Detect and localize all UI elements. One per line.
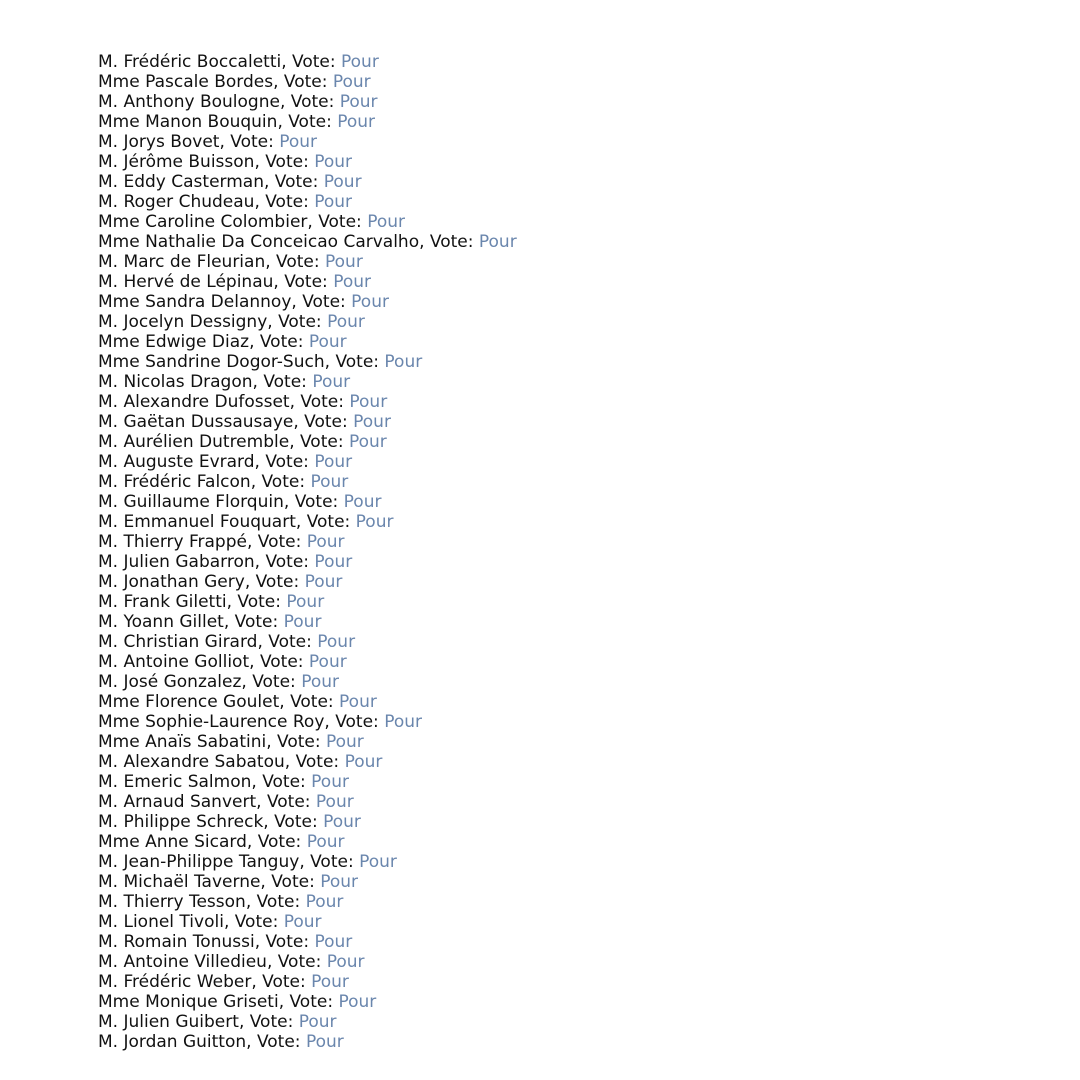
vote-row: Mme Sandrine Dogor-Such, Vote: Pour	[98, 352, 423, 372]
voter-name: M. Arnaud Sanvert	[98, 792, 257, 812]
vote-row: M. José Gonzalez, Vote: Pour	[98, 672, 339, 692]
vote-row: M. Frédéric Weber, Vote: Pour	[98, 972, 349, 992]
vote-row: M. Julien Guibert, Vote: Pour	[98, 1012, 337, 1032]
voter-name: M. Aurélien Dutremble	[98, 432, 290, 452]
vote-value: Pour	[344, 752, 383, 772]
voter-name: M. Anthony Boulogne	[98, 92, 280, 112]
vote-label: Vote:	[256, 892, 301, 912]
vote-row: Mme Caroline Colombier, Vote: Pour	[98, 212, 405, 232]
vote-row: M. Hervé de Lépinau, Vote: Pour	[98, 272, 371, 292]
voter-name: M. Yoann Gillet	[98, 612, 224, 632]
vote-label: Vote:	[266, 792, 311, 812]
voter-name: M. Marc de Fleurian	[98, 252, 266, 272]
vote-value: Pour	[311, 972, 349, 992]
vote-row: M. Frank Giletti, Vote: Pour	[98, 592, 325, 612]
vote-list	[98, 52, 517, 1052]
voter-name: Mme Nathalie Da Conceicao Carvalho	[98, 232, 420, 252]
voter-name: M. Julien Guibert	[98, 1012, 239, 1032]
vote-label: Vote:	[335, 352, 379, 372]
vote-row: Mme Pascale Bordes, Vote: Pour	[98, 72, 371, 92]
vote-label: Vote:	[274, 812, 318, 832]
voter-name: M. Jordan Guitton	[98, 1032, 247, 1052]
vote-row: M. Eddy Casterman, Vote: Pour	[98, 172, 362, 192]
vote-label: Vote:	[283, 72, 328, 92]
vote-label: Vote:	[304, 412, 348, 432]
vote-label: Vote:	[277, 952, 322, 972]
vote-label: Vote:	[310, 852, 354, 872]
vote-value: Pour	[323, 172, 362, 192]
vote-label: Vote:	[294, 492, 339, 512]
voter-name: Mme Anaïs Sabatini	[98, 732, 267, 752]
voter-name: M. Frank Giletti	[98, 592, 227, 612]
voter-name: M. Hervé de Lépinau	[98, 272, 274, 292]
vote-row: Mme Sandra Delannoy, Vote: Pour	[98, 292, 389, 312]
vote-row: Mme Anaïs Sabatini, Vote: Pour	[98, 732, 364, 752]
vote-row: M. Guillaume Florquin, Vote: Pour	[98, 492, 382, 512]
vote-label: Vote:	[292, 52, 336, 72]
voter-name: M. Jérôme Buisson	[98, 152, 255, 172]
vote-row: M. Jocelyn Dessigny, Vote: Pour	[98, 312, 365, 332]
vote-row: M. Thierry Tesson, Vote: Pour	[98, 892, 344, 912]
voter-name: M. Thierry Frappé	[98, 532, 247, 552]
vote-label: Vote:	[276, 252, 320, 272]
vote-row: M. Antoine Golliot, Vote: Pour	[98, 652, 347, 672]
vote-value: Pour	[333, 272, 371, 292]
vote-row: Mme Manon Bouquin, Vote: Pour	[98, 112, 376, 132]
voter-name: M. Guillaume Florquin	[98, 492, 284, 512]
vote-value: Pour	[304, 572, 343, 592]
vote-row: M. Christian Girard, Vote: Pour	[98, 632, 356, 652]
vote-value: Pour	[339, 692, 377, 712]
vote-row: M. Jordan Guitton, Vote: Pour	[98, 1032, 344, 1052]
vote-value: Pour	[315, 792, 354, 812]
vote-value: Pour	[305, 892, 344, 912]
voter-name: M. Alexandre Dufosset	[98, 392, 290, 412]
vote-label: Vote:	[257, 832, 302, 852]
vote-value: Pour	[314, 152, 353, 172]
vote-row: Mme Edwige Diaz, Vote: Pour	[98, 332, 347, 352]
voter-name: M. Lionel Tivoli	[98, 912, 224, 932]
vote-value: Pour	[337, 112, 376, 132]
voter-name: M. Roger Chudeau	[98, 192, 255, 212]
vote-row: Mme Nathalie Da Conceicao Carvalho, Vote: Pour	[98, 232, 517, 252]
vote-value: Pour	[320, 872, 359, 892]
vote-row: M. Emmanuel Fouquart, Vote: Pour	[98, 512, 394, 532]
vote-label: Vote:	[237, 592, 281, 612]
vote-row: M. Jonathan Gery, Vote: Pour	[98, 572, 343, 592]
vote-row: M. Arnaud Sanvert, Vote: Pour	[98, 792, 354, 812]
vote-value: Pour	[348, 432, 387, 452]
voter-name: M. Thierry Tesson	[98, 892, 246, 912]
vote-label: Vote:	[230, 132, 274, 152]
vote-row: Mme Anne Sicard, Vote: Pour	[98, 832, 345, 852]
vote-value: Pour	[343, 492, 382, 512]
voter-name: Mme Manon Bouquin	[98, 112, 278, 132]
vote-label: Vote:	[335, 712, 379, 732]
vote-label: Vote:	[318, 212, 362, 232]
voter-name: M. Nicolas Dragon	[98, 372, 253, 392]
vote-label: Vote:	[249, 1012, 294, 1032]
vote-value: Pour	[367, 212, 405, 232]
vote-label: Vote:	[256, 1032, 301, 1052]
voter-name: M. Jocelyn Dessigny	[98, 312, 268, 332]
vote-label: Vote:	[306, 512, 351, 532]
vote-row: M. Auguste Evrard, Vote: Pour	[98, 452, 353, 472]
voter-name: M. Antoine Villedieu	[98, 952, 267, 972]
vote-value: Pour	[311, 772, 349, 792]
vote-row: M. Michaël Taverne, Vote: Pour	[98, 872, 359, 892]
vote-row: M. Aurélien Dutremble, Vote: Pour	[98, 432, 387, 452]
vote-row: M. Romain Tonussi, Vote: Pour	[98, 932, 353, 952]
vote-label: Vote:	[255, 572, 300, 592]
voter-name: M. Emmanuel Fouquart	[98, 512, 296, 532]
vote-label: Vote:	[261, 472, 306, 492]
vote-row: M. Alexandre Dufosset, Vote: Pour	[98, 392, 388, 412]
voter-name: M. Auguste Evrard	[98, 452, 255, 472]
vote-value: Pour	[325, 732, 364, 752]
voter-name: M. Michaël Taverne	[98, 872, 261, 892]
vote-row: M. Frédéric Boccaletti, Vote: Pour	[98, 52, 379, 72]
vote-value: Pour	[339, 92, 378, 112]
voter-name: M. Jean-Philippe Tanguy	[98, 852, 300, 872]
vote-value: Pour	[317, 632, 356, 652]
vote-value: Pour	[341, 52, 379, 72]
vote-value: Pour	[279, 132, 318, 152]
voter-name: M. Philippe Schreck	[98, 812, 264, 832]
vote-value: Pour	[314, 552, 353, 572]
vote-label: Vote:	[262, 972, 306, 992]
vote-row: M. Emeric Salmon, Vote: Pour	[98, 772, 349, 792]
vote-value: Pour	[310, 472, 349, 492]
vote-label: Vote:	[259, 652, 304, 672]
vote-row: M. Yoann Gillet, Vote: Pour	[98, 612, 322, 632]
vote-value: Pour	[314, 932, 353, 952]
vote-row: M. Nicolas Dragon, Vote: Pour	[98, 372, 351, 392]
voter-name: Mme Sophie-Laurence Roy	[98, 712, 325, 732]
voter-name: M. Julien Gabarron	[98, 552, 255, 572]
voter-name: M. Christian Girard	[98, 632, 258, 652]
vote-value: Pour	[314, 452, 353, 472]
vote-value: Pour	[314, 192, 353, 212]
voter-name: M. José Gonzalez	[98, 672, 242, 692]
vote-label: Vote:	[277, 732, 321, 752]
voter-name: M. Romain Tonussi	[98, 932, 255, 952]
vote-label: Vote:	[302, 292, 346, 312]
vote-row: Mme Florence Goulet, Vote: Pour	[98, 692, 377, 712]
vote-label: Vote:	[265, 152, 309, 172]
vote-label: Vote:	[268, 632, 312, 652]
vote-value: Pour	[332, 72, 371, 92]
vote-value: Pour	[338, 992, 377, 1012]
vote-row: M. Thierry Frappé, Vote: Pour	[98, 532, 345, 552]
vote-row: M. Julien Gabarron, Vote: Pour	[98, 552, 353, 572]
vote-label: Vote:	[288, 112, 332, 132]
vote-label: Vote:	[300, 432, 344, 452]
vote-label: Vote:	[234, 912, 279, 932]
vote-row: M. Gaëtan Dussausaye, Vote: Pour	[98, 412, 391, 432]
vote-value: Pour	[353, 412, 391, 432]
vote-label: Vote:	[429, 232, 474, 252]
vote-value: Pour	[306, 832, 345, 852]
vote-row: M. Jérôme Buisson, Vote: Pour	[98, 152, 353, 172]
vote-label: Vote:	[262, 772, 306, 792]
vote-label: Vote:	[234, 612, 279, 632]
voter-name: Mme Edwige Diaz	[98, 332, 250, 352]
voter-name: M. Jonathan Gery	[98, 572, 245, 592]
vote-value: Pour	[384, 352, 423, 372]
vote-row: M. Philippe Schreck, Vote: Pour	[98, 812, 361, 832]
vote-row: M. Roger Chudeau, Vote: Pour	[98, 192, 353, 212]
vote-label: Vote:	[265, 932, 310, 952]
voter-name: M. Jorys Bovet	[98, 132, 220, 152]
vote-row: M. Antoine Villedieu, Vote: Pour	[98, 952, 365, 972]
vote-value: Pour	[349, 392, 388, 412]
vote-label: Vote:	[265, 192, 309, 212]
vote-value: Pour	[327, 312, 365, 332]
vote-row: M. Marc de Fleurian, Vote: Pour	[98, 252, 363, 272]
vote-row: Mme Monique Griseti, Vote: Pour	[98, 992, 377, 1012]
voter-name: M. Antoine Golliot	[98, 652, 250, 672]
voter-name: M. Frédéric Falcon	[98, 472, 251, 492]
vote-row: M. Jean-Philippe Tanguy, Vote: Pour	[98, 852, 397, 872]
voter-name: M. Frédéric Weber	[98, 972, 252, 992]
vote-label: Vote:	[252, 672, 296, 692]
vote-label: Vote:	[271, 872, 315, 892]
vote-value: Pour	[326, 952, 365, 972]
vote-row: Mme Sophie-Laurence Roy, Vote: Pour	[98, 712, 422, 732]
vote-label: Vote:	[265, 452, 309, 472]
vote-value: Pour	[301, 672, 339, 692]
vote-row: M. Anthony Boulogne, Vote: Pour	[98, 92, 378, 112]
vote-value: Pour	[306, 532, 345, 552]
vote-label: Vote:	[300, 392, 344, 412]
vote-value: Pour	[359, 852, 397, 872]
vote-label: Vote:	[259, 332, 304, 352]
voter-name: Mme Sandrine Dogor-Such	[98, 352, 325, 372]
vote-value: Pour	[283, 912, 322, 932]
vote-label: Vote:	[265, 552, 310, 572]
vote-value: Pour	[305, 1032, 344, 1052]
vote-value: Pour	[283, 612, 322, 632]
vote-row: M. Jorys Bovet, Vote: Pour	[98, 132, 318, 152]
vote-row: M. Frédéric Falcon, Vote: Pour	[98, 472, 349, 492]
vote-label: Vote:	[289, 992, 334, 1012]
voter-name: Mme Florence Goulet	[98, 692, 280, 712]
voter-name: M. Alexandre Sabatou	[98, 752, 285, 772]
vote-value: Pour	[312, 372, 351, 392]
vote-label: Vote:	[290, 92, 335, 112]
vote-value: Pour	[286, 592, 325, 612]
vote-value: Pour	[351, 292, 389, 312]
vote-label: Vote:	[257, 532, 302, 552]
vote-label: Vote:	[290, 692, 334, 712]
vote-value: Pour	[478, 232, 517, 252]
voter-name: Mme Sandra Delannoy	[98, 292, 292, 312]
vote-value: Pour	[384, 712, 422, 732]
vote-value: Pour	[355, 512, 394, 532]
voter-name: Mme Caroline Colombier	[98, 212, 308, 232]
voter-name: Mme Anne Sicard	[98, 832, 247, 852]
vote-value: Pour	[308, 332, 347, 352]
vote-value: Pour	[323, 812, 361, 832]
vote-value: Pour	[298, 1012, 337, 1032]
vote-label: Vote:	[263, 372, 307, 392]
vote-row: M. Alexandre Sabatou, Vote: Pour	[98, 752, 383, 772]
voter-name: Mme Pascale Bordes	[98, 72, 274, 92]
vote-label: Vote:	[278, 312, 322, 332]
vote-value: Pour	[308, 652, 347, 672]
voter-name: M. Emeric Salmon	[98, 772, 252, 792]
vote-label: Vote:	[274, 172, 319, 192]
vote-label: Vote:	[284, 272, 328, 292]
voter-name: M. Gaëtan Dussausaye	[98, 412, 294, 432]
voter-name: M. Frédéric Boccaletti	[98, 52, 282, 72]
voter-name: M. Eddy Casterman	[98, 172, 264, 192]
vote-row: M. Lionel Tivoli, Vote: Pour	[98, 912, 322, 932]
voter-name: Mme Monique Griseti	[98, 992, 279, 1012]
vote-value: Pour	[325, 252, 363, 272]
vote-label: Vote:	[295, 752, 340, 772]
